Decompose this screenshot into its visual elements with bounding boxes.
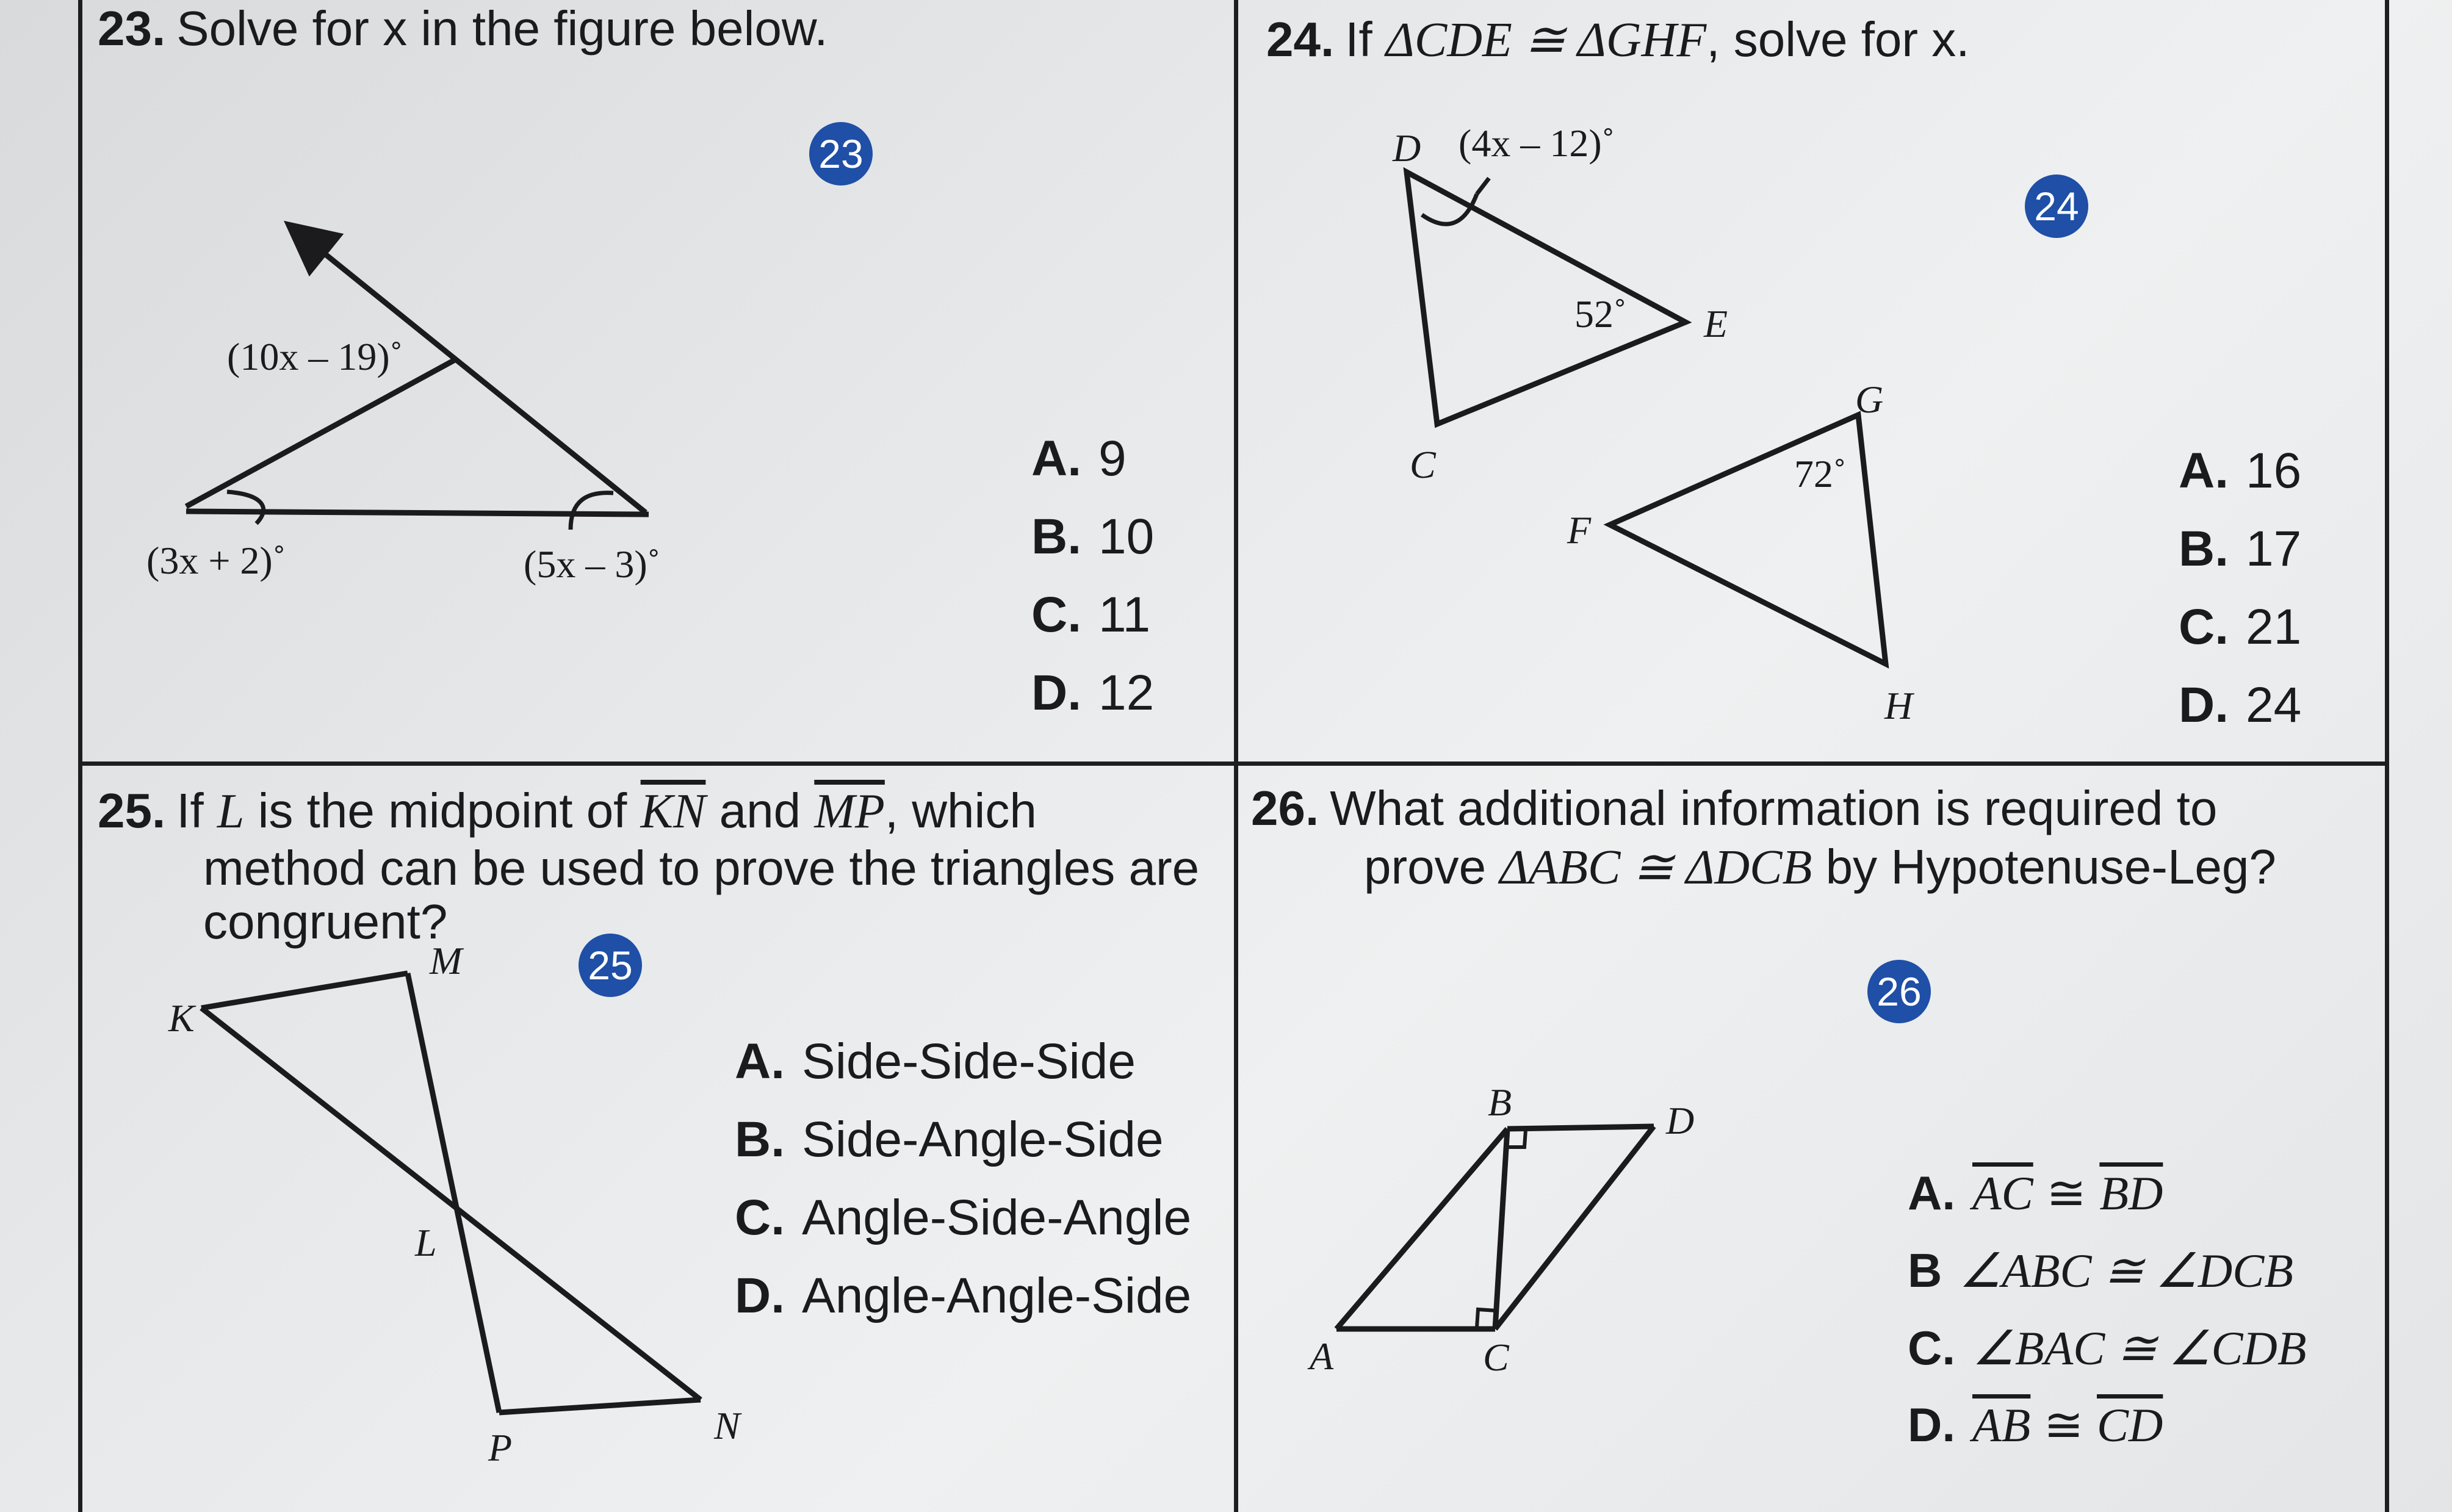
q26-choice-c[interactable] <box>1908 1320 2307 1376</box>
q26-choice-a-seg1: $\overline{AC}$ <box>1972 1167 2033 1220</box>
q26-seg-ab <box>1336 1129 1507 1329</box>
q25-choice-c-letter: C. <box>735 1190 785 1245</box>
q23-choice-d-letter: D. <box>1031 665 1081 721</box>
q26-seg-bd <box>1507 1126 1654 1129</box>
q25-line1-pre: If <box>176 783 204 838</box>
q23-angle-right: (5x – 3)˚ <box>524 542 660 586</box>
q26-choice-a-rel: ≅ <box>2046 1166 2086 1220</box>
q24-choice-b-letter: B. <box>2179 521 2229 577</box>
q25-line2: method can be used to prove the triangles are <box>203 841 1200 895</box>
q26-seg-cd <box>1495 1126 1654 1329</box>
q24-choice-d-letter: D. <box>2179 677 2229 733</box>
q25-line1-mid: is the midpoint of <box>258 783 627 838</box>
q23-angle-left: (3x + 2)˚ <box>146 539 286 582</box>
q25-and: and <box>719 783 801 838</box>
q24-choice-a-letter: A. <box>2179 443 2229 499</box>
q24-badge: 24 <box>2025 175 2088 238</box>
q25-label-m: M <box>430 939 463 982</box>
q26-choice-d-seg1: $\overline{AB}$ <box>1972 1399 2031 1452</box>
q25-choice-c-text: Angle-Side-Angle <box>802 1190 1192 1245</box>
q25-choice-a-text: Side-Side-Side <box>802 1034 1136 1089</box>
q25-choice-d-letter: D. <box>735 1268 785 1323</box>
q25-seg-mp: $\overline{MP}$ <box>814 785 885 838</box>
q26-choice-a-letter: A. <box>1908 1166 1955 1220</box>
q26-badge: 26 <box>1867 960 1931 1023</box>
q25-number: 25. <box>98 783 166 838</box>
q25-choice-b-text: Side-Angle-Side <box>802 1112 1164 1167</box>
q25-badge: 25 <box>579 934 642 997</box>
q23-prompt: Solve for x in the figure below. <box>176 1 828 56</box>
q24-label-d: D <box>1393 126 1421 170</box>
q24-label-g: G <box>1855 378 1884 421</box>
q24-prompt-pre: If <box>1345 12 1372 67</box>
q25-line1-post: , which <box>884 783 1037 838</box>
q23-badge: 23 <box>809 122 873 185</box>
q26-line1-text: What additional information is required to <box>1330 781 2218 835</box>
q26-label-a: A <box>1310 1334 1334 1378</box>
q25-label-l: L <box>415 1221 437 1264</box>
q26-choice-b-letter: B <box>1908 1244 1942 1297</box>
q24-choice-b-text: 17 <box>2246 521 2302 577</box>
q26-choice-d[interactable] <box>1908 1397 2163 1453</box>
q24-label-f: F <box>1567 508 1592 552</box>
q26-choice-d-rel: ≅ <box>2043 1398 2084 1452</box>
q26-line2-math: ΔABC ≅ ΔDCB <box>1499 841 1812 895</box>
q24-choice-d-text: 24 <box>2246 677 2302 733</box>
q24-angle-72: 72˚ <box>1794 452 1847 495</box>
q25-line1-l: L <box>217 785 245 838</box>
q25-label-p: P <box>488 1426 513 1469</box>
q26-label-c: C <box>1483 1336 1509 1379</box>
q26-line2-post: by Hypotenuse-Leg? <box>1825 840 2276 894</box>
q26-number: 26. <box>1251 781 1319 835</box>
q26-choice-b[interactable] <box>1908 1243 2293 1298</box>
q25-choice-d-text: Angle-Angle-Side <box>802 1268 1192 1323</box>
q24-label-h: H <box>1884 684 1913 727</box>
q26-seg-bc <box>1495 1129 1507 1329</box>
q24-choice-c-letter: C. <box>2179 599 2229 655</box>
q25-seg-kn: $\overline{KN}$ <box>640 785 706 838</box>
q26-label-b: B <box>1488 1081 1512 1124</box>
q26-choice-a-seg2: $\overline{BD}$ <box>2099 1167 2163 1220</box>
q24-label-c: C <box>1410 443 1436 486</box>
q24-choice-a-text: 16 <box>2246 443 2302 499</box>
q24-choice-c-text: 21 <box>2246 599 2302 655</box>
q25-label-k: K <box>168 996 195 1040</box>
q24-prompt-math: ΔCDE ≅ ΔGHF <box>1385 13 1707 67</box>
q23-choice-c-letter: C. <box>1031 587 1081 643</box>
q25-line3: congruent? <box>203 895 448 949</box>
q23-number: 23. <box>98 1 166 56</box>
q23-choice-d-text: 12 <box>1098 665 1155 721</box>
q23-choice-a-letter: A. <box>1031 431 1081 486</box>
q23-choice-b-text: 10 <box>1098 509 1155 564</box>
q26-choice-d-letter: D. <box>1908 1398 1955 1452</box>
q26-choice-c-text: ∠BAC ≅ ∠CDB <box>1972 1322 2307 1375</box>
q25-choice-b-letter: B. <box>735 1112 785 1167</box>
q24-angle-d: (4x – 12)˚ <box>1459 121 1615 165</box>
q24-label-e: E <box>1704 302 1728 345</box>
q25-label-n: N <box>714 1404 740 1447</box>
q26-choice-b-text: ∠ABC ≅ ∠DCB <box>1959 1244 2293 1297</box>
q23-choice-b-letter: B. <box>1031 509 1081 564</box>
q23-angle-top: (10x – 19)˚ <box>227 335 403 378</box>
q25-choice-a-letter: A. <box>735 1034 785 1089</box>
q23-choice-a-text: 9 <box>1098 431 1127 486</box>
q24-prompt-post: , solve for x. <box>1706 12 1970 67</box>
q24-angle-52: 52˚ <box>1574 292 1627 336</box>
q24-number: 24. <box>1266 12 1335 67</box>
q26-label-d: D <box>1666 1099 1695 1142</box>
q26-choice-c-letter: C. <box>1908 1321 1955 1375</box>
q26-line2-pre: prove <box>1364 840 1487 894</box>
q26-choice-d-seg2: $\overline{CD}$ <box>2097 1399 2163 1452</box>
q23-choice-c-text: 11 <box>1098 587 1151 643</box>
q26-choice-a[interactable] <box>1908 1165 2163 1221</box>
